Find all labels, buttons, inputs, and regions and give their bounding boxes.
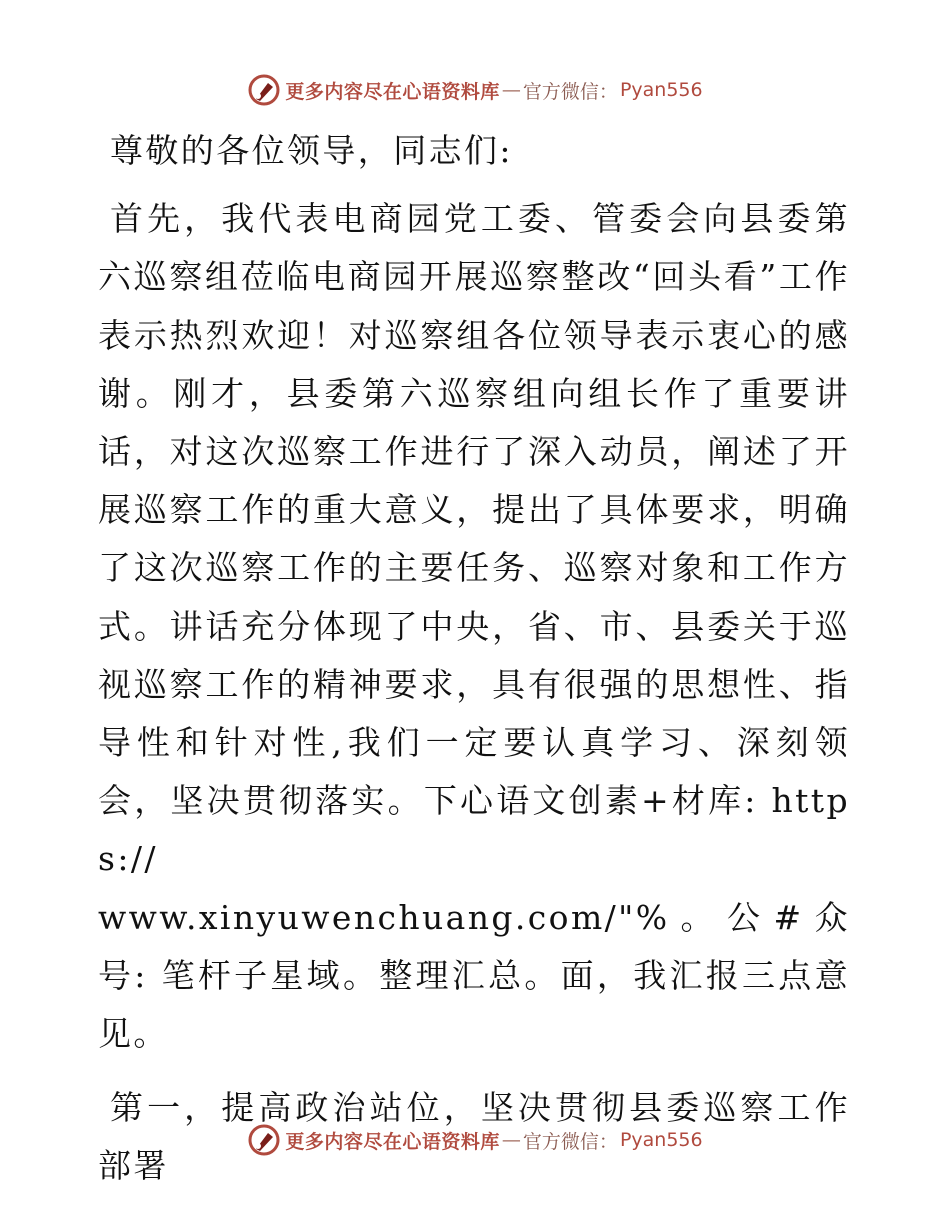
salutation: 尊敬的各位领导，同志们: xyxy=(110,131,513,170)
section-heading-1: 第一，提高政治站位，坚决贯彻县委巡察工作部署 xyxy=(98,1088,850,1186)
watermark-dash: — xyxy=(501,1129,521,1151)
paragraph-1: 首先，我代表电商园党工委、管委会向县委第六巡察组莅临电商园开展巡察整改“回头看”工作表示热烈欢迎！对巡察组各位领导表示衷心的感谢。刚才，县委第六巡察组向组长作了重要讲话，对这次巡察工作进行了深入动员，阐述了开展巡察工作的重大意义，提出了具体要求，明确了这次巡察工作的主要任务、巡察对象和工作方式。讲话充分体现了中央，省、市、县委关于巡视巡察工作的精神要求，具有很强的思想性、指导性和针对性,我们一定要认真学习、深刻领会，坚决贯彻落实。下心语文创素+材库: https:// xyxy=(98,199,850,879)
watermark-official-label: 官方微信： xyxy=(522,80,618,103)
pen-nib-circle-icon xyxy=(247,1123,281,1157)
watermark-footer xyxy=(0,1122,950,1158)
watermark-wechat-id: Pyan556 xyxy=(619,1129,703,1151)
document-body xyxy=(98,122,850,1196)
pen-nib-circle-icon xyxy=(247,73,281,107)
watermark-site-text: 更多内容尽在心语资料库 xyxy=(285,80,500,103)
watermark-header xyxy=(0,72,950,108)
watermark-site-text: 更多内容尽在心语资料库 xyxy=(285,1130,500,1153)
watermark-official-label: 官方微信： xyxy=(522,1130,618,1153)
watermark-dash: — xyxy=(501,79,521,101)
paragraph-1-continued: www.xinyuwenchuang.com/"%。公#众号: 笔杆子星域。整理汇总。面，我汇报三点意见。 xyxy=(98,897,850,1054)
watermark-wechat-id: Pyan556 xyxy=(619,79,703,101)
